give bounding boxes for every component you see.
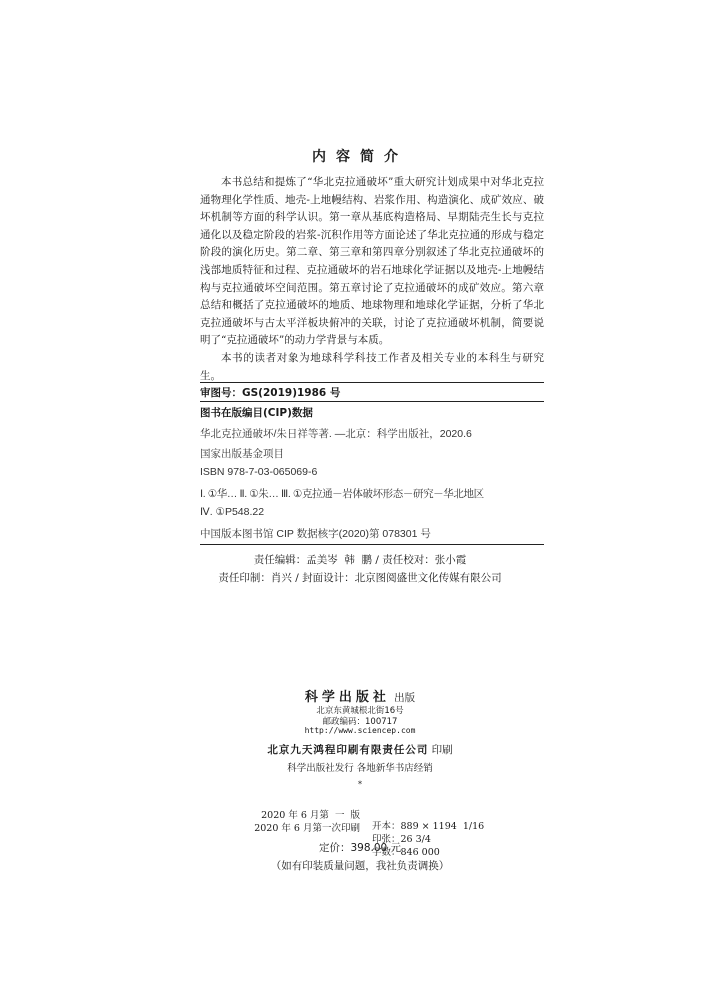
printing-date: 2020 年 6 月第一次印刷 [254,823,360,834]
printer-line [0,742,720,757]
separator-star: * [358,780,362,789]
cip-library-number: 中国版本图书馆 CIP 数据核字(2020)第 078301 号 [200,528,431,540]
summary-body [200,174,544,385]
divider-rule [200,401,544,402]
publisher-address: 北京东黄城根北街16号 [316,706,404,716]
distribution-line: 科学出版社发行 各地新华书店经销 [287,763,433,774]
sheet-count: 印张：26 3/4 [372,834,431,845]
printer-suffix: 印刷 [431,744,453,756]
word-count: 字数：846 000 [372,847,440,858]
printer-name: 北京九天鸿程印刷有限责任公司 [267,744,429,756]
cip-isbn: ISBN 978-7-03-065069-6 [200,466,318,478]
editor-credits: 责任编辑：孟美岑 韩 鹏 / 责任校对：张小霞 [253,554,467,566]
publisher-suffix: 出版 [394,692,416,704]
publisher-website: http://www.sciencep.com [304,726,416,735]
edition-date: 2020 年 6 月第 一 版 [261,810,360,821]
divider-rule [200,544,544,545]
cip-entry: 华北克拉通破坏/朱日祥等著. —北京：科学出版社，2020.6 [200,428,472,440]
summary-paragraph: 本书的读者对象为地球科学科技工作者及相关专业的本科生与研究生。 [200,351,544,382]
cip-classification: Ⅰ. ①华… Ⅱ. ①朱… Ⅲ. ①克拉通－岩体破坏形态－研究－华北地区 [200,488,484,500]
cip-heading: 图书在版编目(CIP)数据 [200,407,313,419]
cip-classification: Ⅳ. ①P548.22 [200,506,265,518]
publisher-logo-text: 科学出版社 [304,690,390,705]
summary-paragraph: 本书总结和提炼了“华北克拉通破坏”重大研究计划成果中对华北克拉通物理化学性质、地壳-上地幔结构、岩浆作用、构造演化、成矿效应、破坏机制等方面的科学认识。第一章从基底构造格局、早期陆壳生长与克拉通化以及稳定阶段的岩浆-沉积作用等方面论述了华北克拉通的形成与稳定阶段的演化历史。第二章、第三章和第四章分别叙述了华北克拉通破坏的浅部地质特征和过程、克拉通破坏的岩石地球化学证据以及地壳-上地幔结构与克拉通破坏空间范围。第五章讨论了克拉通破坏的成矿效应。第六章总结和概括了克拉通破坏的地质、地球物理和地球化学证据，分析了华北克拉通破坏与古太平洋板块俯冲的关联，讨论了克拉通破坏机制，简要说明了“克拉通破坏”的动力学背景与本质。 [200,176,544,347]
quality-notice: （如有印装质量问题，我社负责调换） [270,860,450,872]
map-approval-number: 审图号：GS(2019)1986 号 [200,387,341,399]
summary-title: 内容简介 [312,149,408,165]
format-size: 开本：889 × 1194 1/16 [372,821,485,832]
production-credits: 责任印制：肖兴 / 封面设计：北京图阅盛世文化传媒有限公司 [218,572,502,584]
cip-fund: 国家出版基金项目 [200,448,284,460]
publisher-name-line [0,686,720,705]
divider-rule [200,382,544,383]
price: 定价：398.00 元 [318,842,402,854]
publisher-postcode: 邮政编码：100717 [322,717,398,727]
